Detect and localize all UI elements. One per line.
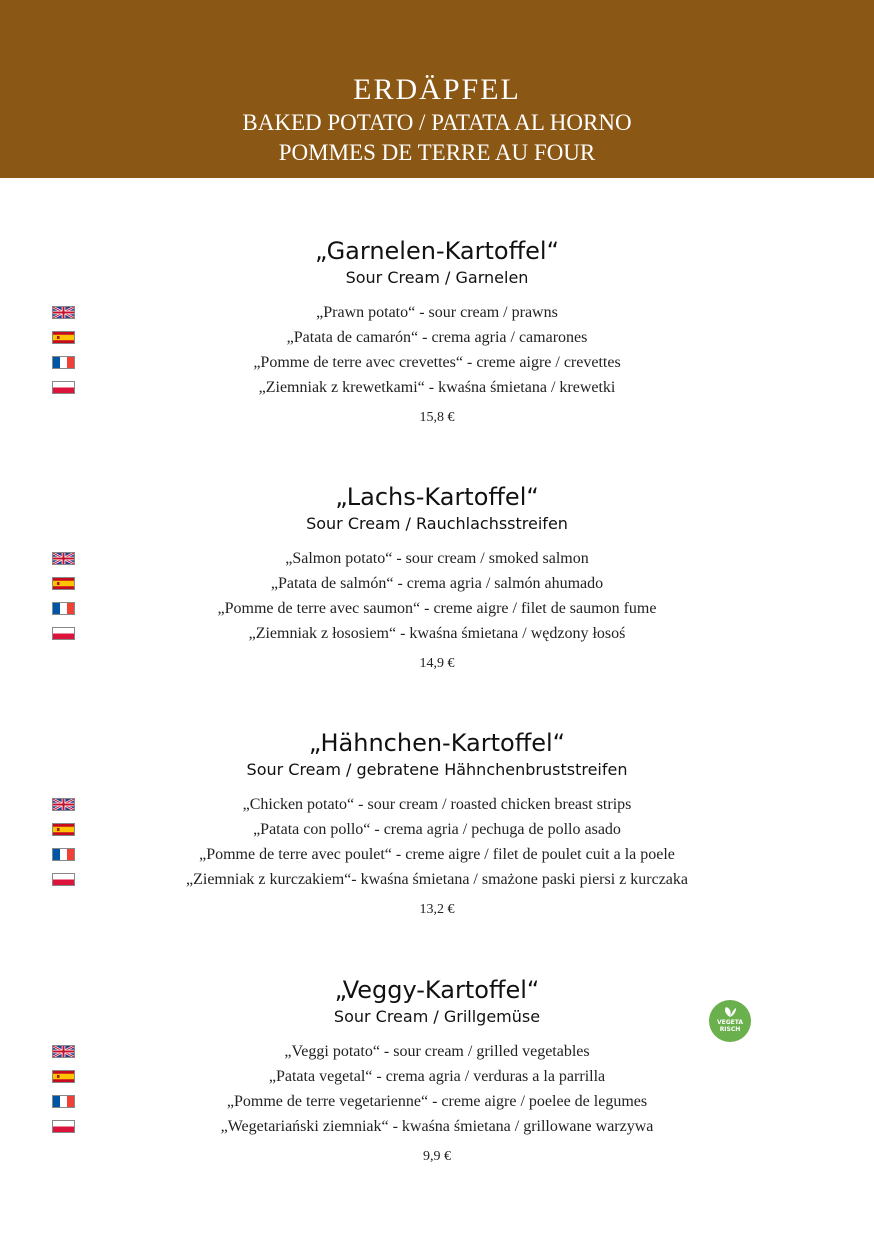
translation-row	[0, 1064, 874, 1089]
translation-row	[0, 546, 874, 571]
dish-price: 14,9 €	[419, 656, 455, 671]
translation-row	[0, 375, 874, 400]
translation-row	[0, 621, 874, 646]
header-banner	[0, 0, 874, 178]
translation-row	[0, 325, 874, 350]
vegetarian-badge-icon	[709, 1000, 751, 1042]
dish-subtitle: Sour Cream / Rauchlachsstreifen	[306, 514, 568, 533]
dish-title: „Lachs-Kartoffel“	[335, 483, 539, 511]
translation-row	[0, 300, 874, 325]
dish-subtitle: Sour Cream / Garnelen	[345, 268, 529, 287]
dish-price: 9,9 €	[423, 1149, 451, 1164]
translation-text: „Patata vegetal“ - crema agria / verduras a la parrilla	[268, 1068, 606, 1085]
translation-row	[0, 792, 874, 817]
translation-text: „Salmon potato“ - sour cream / smoked salmon	[285, 550, 589, 567]
translation-row	[0, 1089, 874, 1114]
translation-row	[0, 867, 874, 892]
translation-text: „Prawn potato“ - sour cream / prawns	[316, 304, 558, 321]
dish-title: „Garnelen-Kartoffel“	[315, 237, 559, 265]
translation-text: „Pomme de terre avec saumon“ - creme aigre / filet de saumon fume	[217, 600, 657, 617]
translation-text: „Patata con pollo“ - crema agria / pechuga de pollo asado	[253, 821, 621, 838]
translation-row	[0, 596, 874, 621]
badge-line1: VEGETA	[716, 1019, 744, 1026]
translation-row	[0, 817, 874, 842]
page-subtitle-line1: BAKED POTATO / PATATA AL HORNO	[242, 110, 632, 135]
translation-row	[0, 350, 874, 375]
badge-line2: RISCH	[719, 1026, 741, 1033]
translation-row	[0, 842, 874, 867]
translation-text: „Ziemniak z kurczakiem“- kwaśna śmietana / smażone paski piersi z kurczaka	[186, 871, 688, 888]
dish-price: 13,2 €	[419, 902, 455, 917]
translation-row	[0, 1114, 874, 1139]
dish-subtitle: Sour Cream / gebratene Hähnchenbruststreifen	[246, 760, 628, 779]
translation-text: „Chicken potato“ - sour cream / roasted chicken breast strips	[242, 796, 632, 813]
page-title: ERDÄPFEL	[353, 73, 521, 106]
translation-row	[0, 571, 874, 596]
translation-text: „Pomme de terre vegetarienne“ - creme aigre / poelee de legumes	[226, 1093, 648, 1110]
dish-title: „Hähnchen-Kartoffel“	[308, 729, 566, 757]
dish-subtitle: Sour Cream / Grillgemüse	[333, 1007, 541, 1026]
dish-title: „Veggy-Kartoffel“	[334, 976, 540, 1004]
dish-price: 15,8 €	[419, 410, 455, 425]
translation-text: „Pomme de terre avec poulet“ - creme aigre / filet de poulet cuit a la poele	[199, 846, 675, 863]
translation-row	[0, 1039, 874, 1064]
translation-text: „Veggi potato“ - sour cream / grilled vegetables	[284, 1043, 590, 1060]
translation-text: „Wegetariański ziemniak“ - kwaśna śmietana / grillowane warzywa	[220, 1118, 654, 1135]
translation-text: „Ziemniak z łososiem“ - kwaśna śmietana / wędzony łosoś	[248, 625, 626, 642]
translation-text: „Patata de camarón“ - crema agria / camarones	[286, 329, 588, 346]
page-subtitle-line2: POMMES DE TERRE AU FOUR	[278, 140, 596, 165]
translation-text: „Ziemniak z krewetkami“ - kwaśna śmietana / krewetki	[258, 379, 616, 396]
translation-text: „Pomme de terre avec crevettes“ - creme aigre / crevettes	[253, 354, 621, 371]
translation-text: „Patata de salmón“ - crema agria / salmón ahumado	[270, 575, 604, 592]
